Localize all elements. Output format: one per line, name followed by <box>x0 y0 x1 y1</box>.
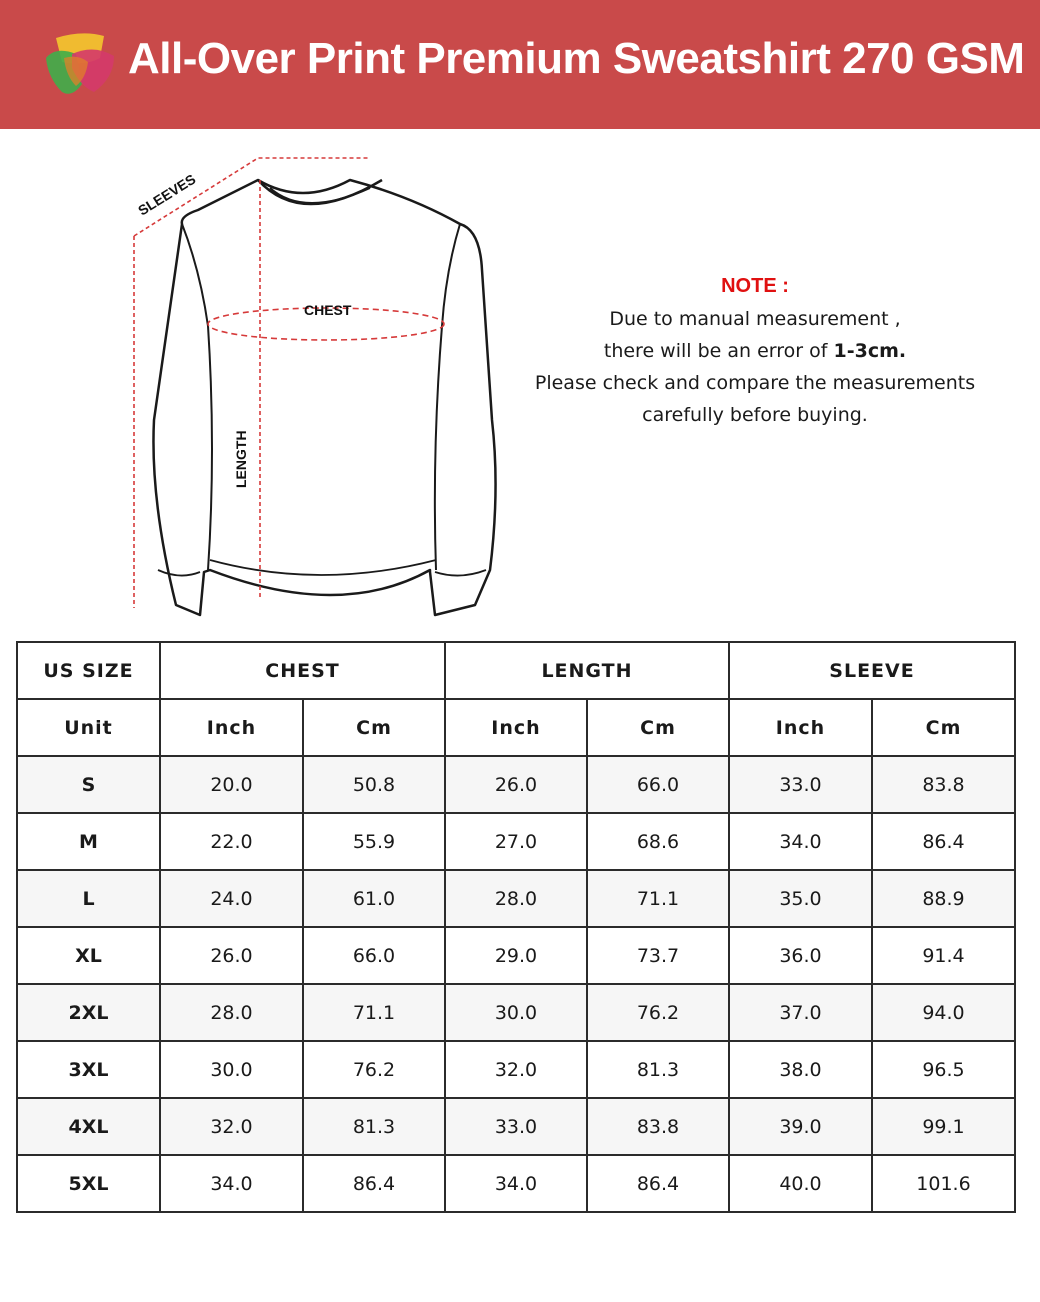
size-label-cell: 5XL <box>17 1155 160 1212</box>
measurement-cell: 34.0 <box>729 813 872 870</box>
table-row <box>17 813 1015 870</box>
table-row <box>17 756 1015 813</box>
measurement-cell: 99.1 <box>872 1098 1015 1155</box>
measurement-cell: 61.0 <box>303 870 445 927</box>
measurement-cell: 39.0 <box>729 1098 872 1155</box>
measurement-cell: 50.8 <box>303 756 445 813</box>
header-sleeve: SLEEVE <box>729 642 1015 699</box>
size-label-cell: 2XL <box>17 984 160 1041</box>
measurement-cell: 83.8 <box>872 756 1015 813</box>
unit-header-cell: Inch <box>729 699 872 756</box>
page-title: All-Over Print Premium Sweatshirt 270 GSM <box>128 34 1025 83</box>
measurement-cell: 20.0 <box>160 756 303 813</box>
unit-label: Unit <box>17 699 160 756</box>
measurement-cell: 33.0 <box>445 1098 587 1155</box>
measurement-cell: 38.0 <box>729 1041 872 1098</box>
measurement-cell: 24.0 <box>160 870 303 927</box>
sleeves-label: SLEEVES <box>135 170 199 219</box>
table-row <box>17 1098 1015 1155</box>
header-banner <box>0 0 1040 129</box>
size-label-cell: 4XL <box>17 1098 160 1155</box>
note-line-2: there will be an error of 1-3cm. <box>603 340 907 362</box>
measurement-cell: 71.1 <box>303 984 445 1041</box>
table-row <box>17 984 1015 1041</box>
unit-header-cell: Inch <box>445 699 587 756</box>
measurement-cell: 86.4 <box>587 1155 729 1212</box>
measurement-cell: 36.0 <box>729 927 872 984</box>
note-title: NOTE : <box>721 275 789 297</box>
size-label-cell: M <box>17 813 160 870</box>
size-label-cell: S <box>17 756 160 813</box>
unit-header-cell: Cm <box>872 699 1015 756</box>
chest-label: CHEST <box>304 302 352 318</box>
measurement-cell: 81.3 <box>303 1098 445 1155</box>
unit-header-cell: Cm <box>303 699 445 756</box>
measurement-cell: 22.0 <box>160 813 303 870</box>
table-row <box>17 927 1015 984</box>
measurement-cell: 30.0 <box>160 1041 303 1098</box>
table-row <box>17 1155 1015 1212</box>
measurement-cell: 34.0 <box>445 1155 587 1212</box>
size-label-cell: 3XL <box>17 1041 160 1098</box>
measurement-cell: 27.0 <box>445 813 587 870</box>
measurement-cell: 40.0 <box>729 1155 872 1212</box>
measurement-cell: 28.0 <box>445 870 587 927</box>
size-chart-table <box>16 641 1016 1213</box>
measurement-cell: 83.8 <box>587 1098 729 1155</box>
measurement-cell: 37.0 <box>729 984 872 1041</box>
error-range: 1-3cm. <box>833 340 907 362</box>
measurement-cell: 71.1 <box>587 870 729 927</box>
unit-header-cell: Cm <box>587 699 729 756</box>
header-chest: CHEST <box>160 642 445 699</box>
measurement-cell: 26.0 <box>160 927 303 984</box>
group-header-row <box>17 642 1015 699</box>
measurement-cell: 55.9 <box>303 813 445 870</box>
measurement-cell: 29.0 <box>445 927 587 984</box>
measurement-cell: 94.0 <box>872 984 1015 1041</box>
table-row <box>17 870 1015 927</box>
length-label: LENGTH <box>233 430 249 488</box>
note-line-1: Due to manual measurement , <box>609 308 901 330</box>
measurement-cell: 101.6 <box>872 1155 1015 1212</box>
unit-header-row <box>17 699 1015 756</box>
measurement-cell: 34.0 <box>160 1155 303 1212</box>
note-line-3: Please check and compare the measurements <box>534 372 976 394</box>
measurement-cell: 73.7 <box>587 927 729 984</box>
measurement-cell: 68.6 <box>587 813 729 870</box>
table-row <box>17 1041 1015 1098</box>
size-label-cell: L <box>17 870 160 927</box>
unit-header-cell: Inch <box>160 699 303 756</box>
measurement-cell: 76.2 <box>587 984 729 1041</box>
measurement-cell: 86.4 <box>303 1155 445 1212</box>
measurement-cell: 66.0 <box>303 927 445 984</box>
measurement-cell: 35.0 <box>729 870 872 927</box>
measurement-cell: 66.0 <box>587 756 729 813</box>
measurement-cell: 32.0 <box>160 1098 303 1155</box>
measurement-cell: 81.3 <box>587 1041 729 1098</box>
measurement-cell: 86.4 <box>872 813 1015 870</box>
header-length: LENGTH <box>445 642 729 699</box>
measurement-cell: 88.9 <box>872 870 1015 927</box>
measurement-cell: 32.0 <box>445 1041 587 1098</box>
measurement-cell: 26.0 <box>445 756 587 813</box>
measurement-cell: 91.4 <box>872 927 1015 984</box>
size-label-cell: XL <box>17 927 160 984</box>
measurement-cell: 30.0 <box>445 984 587 1041</box>
sweatshirt-outline <box>153 180 495 615</box>
overlapping-shields-logo-icon <box>42 28 122 100</box>
measurement-cell: 96.5 <box>872 1041 1015 1098</box>
measurement-cell: 76.2 <box>303 1041 445 1098</box>
measurement-cell: 33.0 <box>729 756 872 813</box>
note-line-4: carefully before buying. <box>642 404 868 426</box>
size-table-body <box>17 642 1015 1212</box>
sweatshirt-diagram <box>120 150 520 625</box>
measurement-cell: 28.0 <box>160 984 303 1041</box>
header-us-size: US SIZE <box>17 642 160 699</box>
